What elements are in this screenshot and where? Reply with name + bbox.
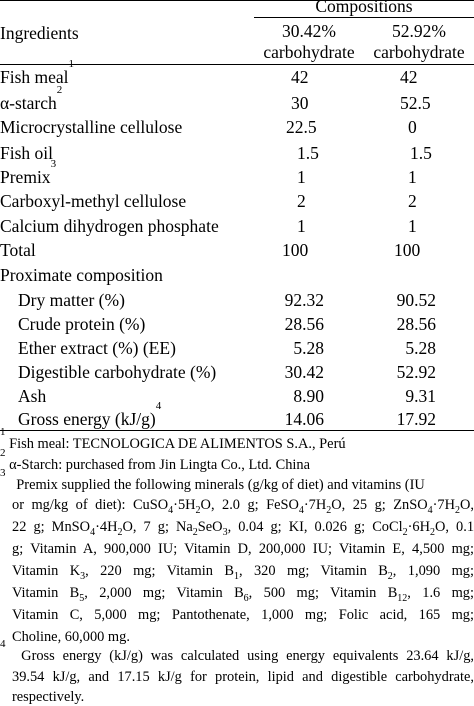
row-value-col1: 22.5 (286, 117, 317, 137)
row-value-col1: 1 (297, 167, 306, 187)
row-label: Ash (18, 386, 47, 406)
header-ingredients: Ingredients (0, 23, 79, 43)
row-value-col1: 42 (291, 67, 309, 87)
footnote-1: $^1$ Fish meal: TECNOLOGICA DE ALIMENTOS S.A., Perú (0, 426, 346, 452)
row-label: α-starch$^2$ (0, 84, 63, 113)
row-label: Microcrystalline cellulose (0, 117, 183, 137)
footnote-2: $^2$ α-Starch: purchased from Jin Lingta Co., Ltd. China (0, 447, 310, 473)
header-col1-pct: 30.42% (282, 21, 336, 41)
footnote-mark: 3 (0, 467, 6, 479)
row-value-col2: 52.92 (396, 362, 436, 382)
row-value-col1: 1 (297, 216, 306, 236)
row-value-col1: 2 (297, 191, 306, 211)
compositions-rule (254, 17, 474, 18)
footnote-mark: 1 (0, 426, 6, 438)
row-value-col2: 42 (400, 67, 418, 87)
row-value-col1: 28.56 (284, 314, 324, 334)
row-label: Ether extract (%) (EE) (18, 338, 176, 358)
header-col2-sub: carbohydrate (373, 42, 465, 62)
row-value-col1: 30 (291, 93, 309, 113)
row-label: Fish oil (0, 143, 54, 163)
footnote-mark: 2 (0, 447, 6, 459)
row-label: Crude protein (%) (18, 314, 146, 334)
row-value-col1: 100 (282, 240, 309, 260)
proximate-title: Proximate composition (0, 265, 163, 285)
row-value-col2: 0 (408, 117, 417, 137)
footnote-mark: 4 (0, 638, 6, 650)
row-value-col2: 1 (408, 167, 417, 187)
row-value-col2: 52.5 (400, 93, 431, 113)
row-value-col1: 8.90 (293, 386, 324, 406)
header-compositions: Compositions (315, 0, 413, 16)
header-col2-pct: 52.92% (392, 21, 446, 41)
row-value-col1: 1.5 (297, 143, 319, 163)
row-value-col1: 30.42 (284, 362, 324, 382)
row-value-col2: 17.92 (396, 409, 436, 429)
row-label: Carboxyl-methyl cellulose (0, 191, 187, 211)
row-value-col2: 28.56 (396, 314, 436, 334)
row-label: Fish meal$^1$ (0, 58, 75, 87)
row-label: Premix$^3$ (0, 158, 57, 187)
row-value-col2: 1 (408, 216, 417, 236)
table-bottom-rule (0, 430, 474, 431)
row-value-col1: 14.06 (284, 409, 324, 429)
row-value-col2: 100 (394, 240, 421, 260)
row-label: Calcium dihydrogen phosphate (0, 216, 219, 236)
row-label: Digestible carbohydrate (%) (18, 362, 217, 382)
row-value-col2: 1.5 (410, 143, 432, 163)
header-col1-sub: carbohydrate (263, 42, 355, 62)
row-label: Gross energy $(kJ/g)^4$ (18, 400, 162, 429)
row-value-col1: 92.32 (284, 290, 324, 310)
row-label: Total (0, 240, 36, 260)
row-value-col2: 90.52 (396, 290, 436, 310)
row-value-col2: 9.31 (405, 386, 436, 406)
row-value-col2: 2 (408, 191, 417, 211)
row-value-col1: 5.28 (293, 338, 324, 358)
row-label: Dry matter (%) (18, 290, 125, 310)
row-value-col2: 5.28 (405, 338, 436, 358)
